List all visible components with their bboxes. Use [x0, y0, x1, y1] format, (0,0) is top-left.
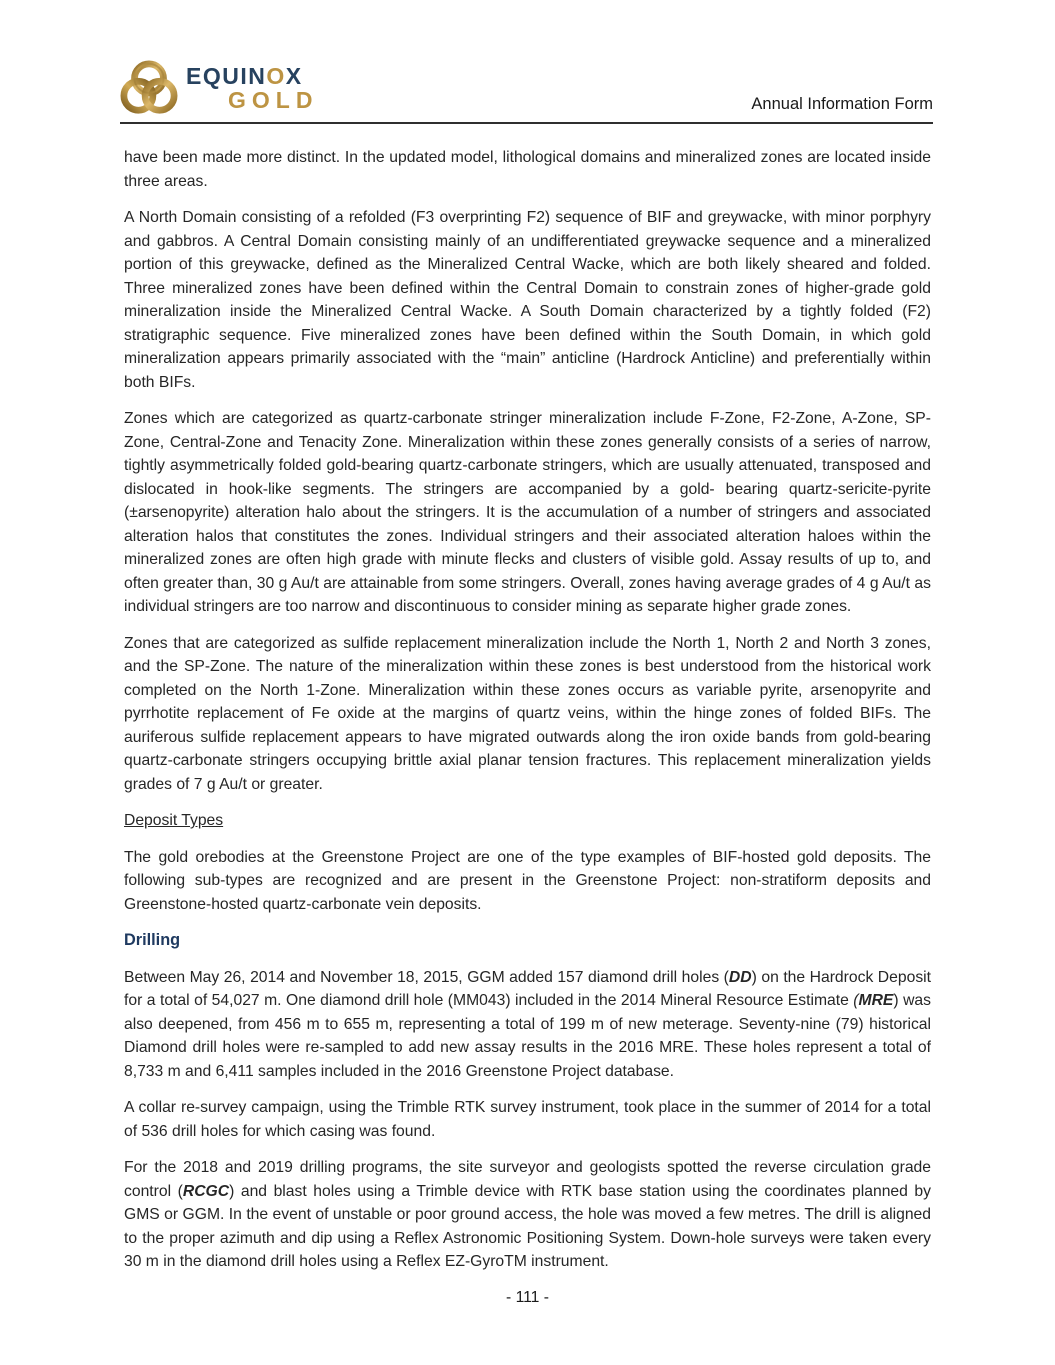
logo-wordmark [186, 62, 319, 113]
document-body [124, 146, 931, 1287]
text-run: For the 2018 and 2019 drilling programs, the site surveyor and geologists spotted the reverse circulation grade control ( [124, 1159, 931, 1200]
paragraph [124, 1156, 931, 1274]
text-run: A collar re-survey campaign, using the Trimble RTK survey instrument, took place in the summer of 2014 for a total of 536 drill holes for which casing was found. [124, 1099, 931, 1140]
page-number: - 111 - [505, 1289, 549, 1306]
text-run: Zones which are categorized as quartz-carbonate stringer mineralization include F-Zone, F2-Zone, A-Zone, SP-Zone, Central-Zone and Tenacity Zone. Mineralization within these zones generally consists of a series of narrow, tightly asymmetrically folded gold-bearing quartz-carbonate stringers, which are usually attenuated, transposed and dislocated in hook-like segments. The stringers are accompanied by a gold- bearing quartz-sericite-pyrite (±arsenopyrite) alteration halo about the stringers. It is the accumulation of a number of stringers and associated alteration halos that constitutes the zones. Individual stringers and their associated alteration haloes within the mineralized zones are often high grade with minute flecks and clusters of visible gold. Assay results of up to, and often greater than, 30 g Au/t are attainable from some stringers. Overall, zones having average grades of 4 g Au/t as individual stringers are too narrow and discontinuous to consider mining as separate higher grade zones. [124, 410, 931, 615]
text-run: ) and blast holes using a Trimble device with RTK base station using the coordinates planned by GMS or GGM. In the event of unstable or poor ground access, the hole was moved a few metres. The drill is aligned to the proper azimuth and dip using a Reflex Astronomic Positioning System. Down-hole surveys were taken every 30 m in the diamond drill holes using a Reflex EZ-GyroTM instrument. [124, 1182, 931, 1270]
paragraph [124, 966, 931, 1084]
paragraph [124, 632, 931, 797]
equinox-gold-logo [120, 60, 318, 116]
page-header [120, 58, 933, 124]
page-footer [0, 1289, 1055, 1307]
text-run: have been made more distinct. In the updated model, lithological domains and mineralized zones are located inside three areas. [124, 149, 931, 190]
text-run: Drilling [124, 931, 181, 949]
logo-word-equinox: EQUINOX [186, 62, 303, 89]
text-run: MRE [858, 992, 894, 1009]
paragraph [124, 1096, 931, 1143]
text-run: A North Domain consisting of a refolded (F3 overprinting F2) sequence of BIF and greywacke, with minor porphyry and gabbros. A Central Domain consisting mainly of an undifferentiated greywacke sequence and a mineralized portion of this greywacke, defined as the Mineralized Central Wacke, which are both likely sheared and folded. Three mineralized zones have been defined within the Central Domain to constrain zones of higher-grade gold mineralization inside the Mineralized Central Wacke. A South Domain characterized by a tightly folded (F2) stratigraphic sequence. Five mineralized zones have been defined within the South Domain, in which gold mineralization appears primarily associated with the “main” anticline (Hardrock Anticline) and preferentially within both BIFs. [124, 209, 931, 391]
text-run: Zones that are categorized as sulfide replacement mineralization include the North 1, North 2 and North 3 zones, and the SP-Zone. The nature of the mineralization within these zones is best understood from the historical work completed on the North 1-Zone. Mineralization within these zones occurs as variable pyrite, arsenopyrite and pyrrhotite replacement of Fe oxide at the margins of quartz veins, within the hinge zones of folded BIFs. The auriferous sulfide replacement appears to have migrated outwards along the iron oxide bands from gold-bearing quartz-carbonate stringers occupying brittle axial planar tension fractures. This replacement mineralization yields grades of 7 g Au/t or greater. [124, 634, 931, 793]
logo-word-gold: GOLD [228, 86, 319, 113]
paragraph [124, 407, 931, 619]
text-run: DD [728, 968, 752, 986]
paragraph [124, 846, 931, 917]
equinox-rings-icon [120, 60, 178, 116]
document-title-label: Annual Information Form [751, 95, 933, 113]
accent-section-heading [124, 929, 931, 953]
text-run: ) on the Hardrock Deposit for a total of 54,027 m. One diamond drill hole (MM043) included in the 2014 Mineral Resource Estimate [124, 968, 932, 1009]
underlined-section-heading [124, 809, 931, 833]
text-run: The gold orebodies at the Greenstone Project are one of the type examples of BIF-hosted gold deposits. The following sub-types are recognized and are present in the Greenstone Project: non-stratiform deposits and Greenstone-hosted quartz-carbonate vein deposits. [124, 848, 931, 913]
text-run: ) was also deepened, from 456 m to 655 m, representing a total of 199 m of new meterage. Seventy-nine (79) historical Diamond drill holes were re-sampled to add new assay results in the 2016 MRE. These holes represent a total of 8,733 m and 6,411 samples included in the 2016 Greenstone Project database. [124, 992, 932, 1080]
paragraph [124, 206, 931, 394]
text-run: Deposit Types [124, 812, 224, 829]
text-run: ( [853, 992, 859, 1009]
text-run: RCGC [182, 1182, 230, 1200]
text-run: Between May 26, 2014 and November 18, 2015, GGM added 157 diamond drill holes ( [124, 968, 729, 986]
paragraph [124, 146, 931, 193]
